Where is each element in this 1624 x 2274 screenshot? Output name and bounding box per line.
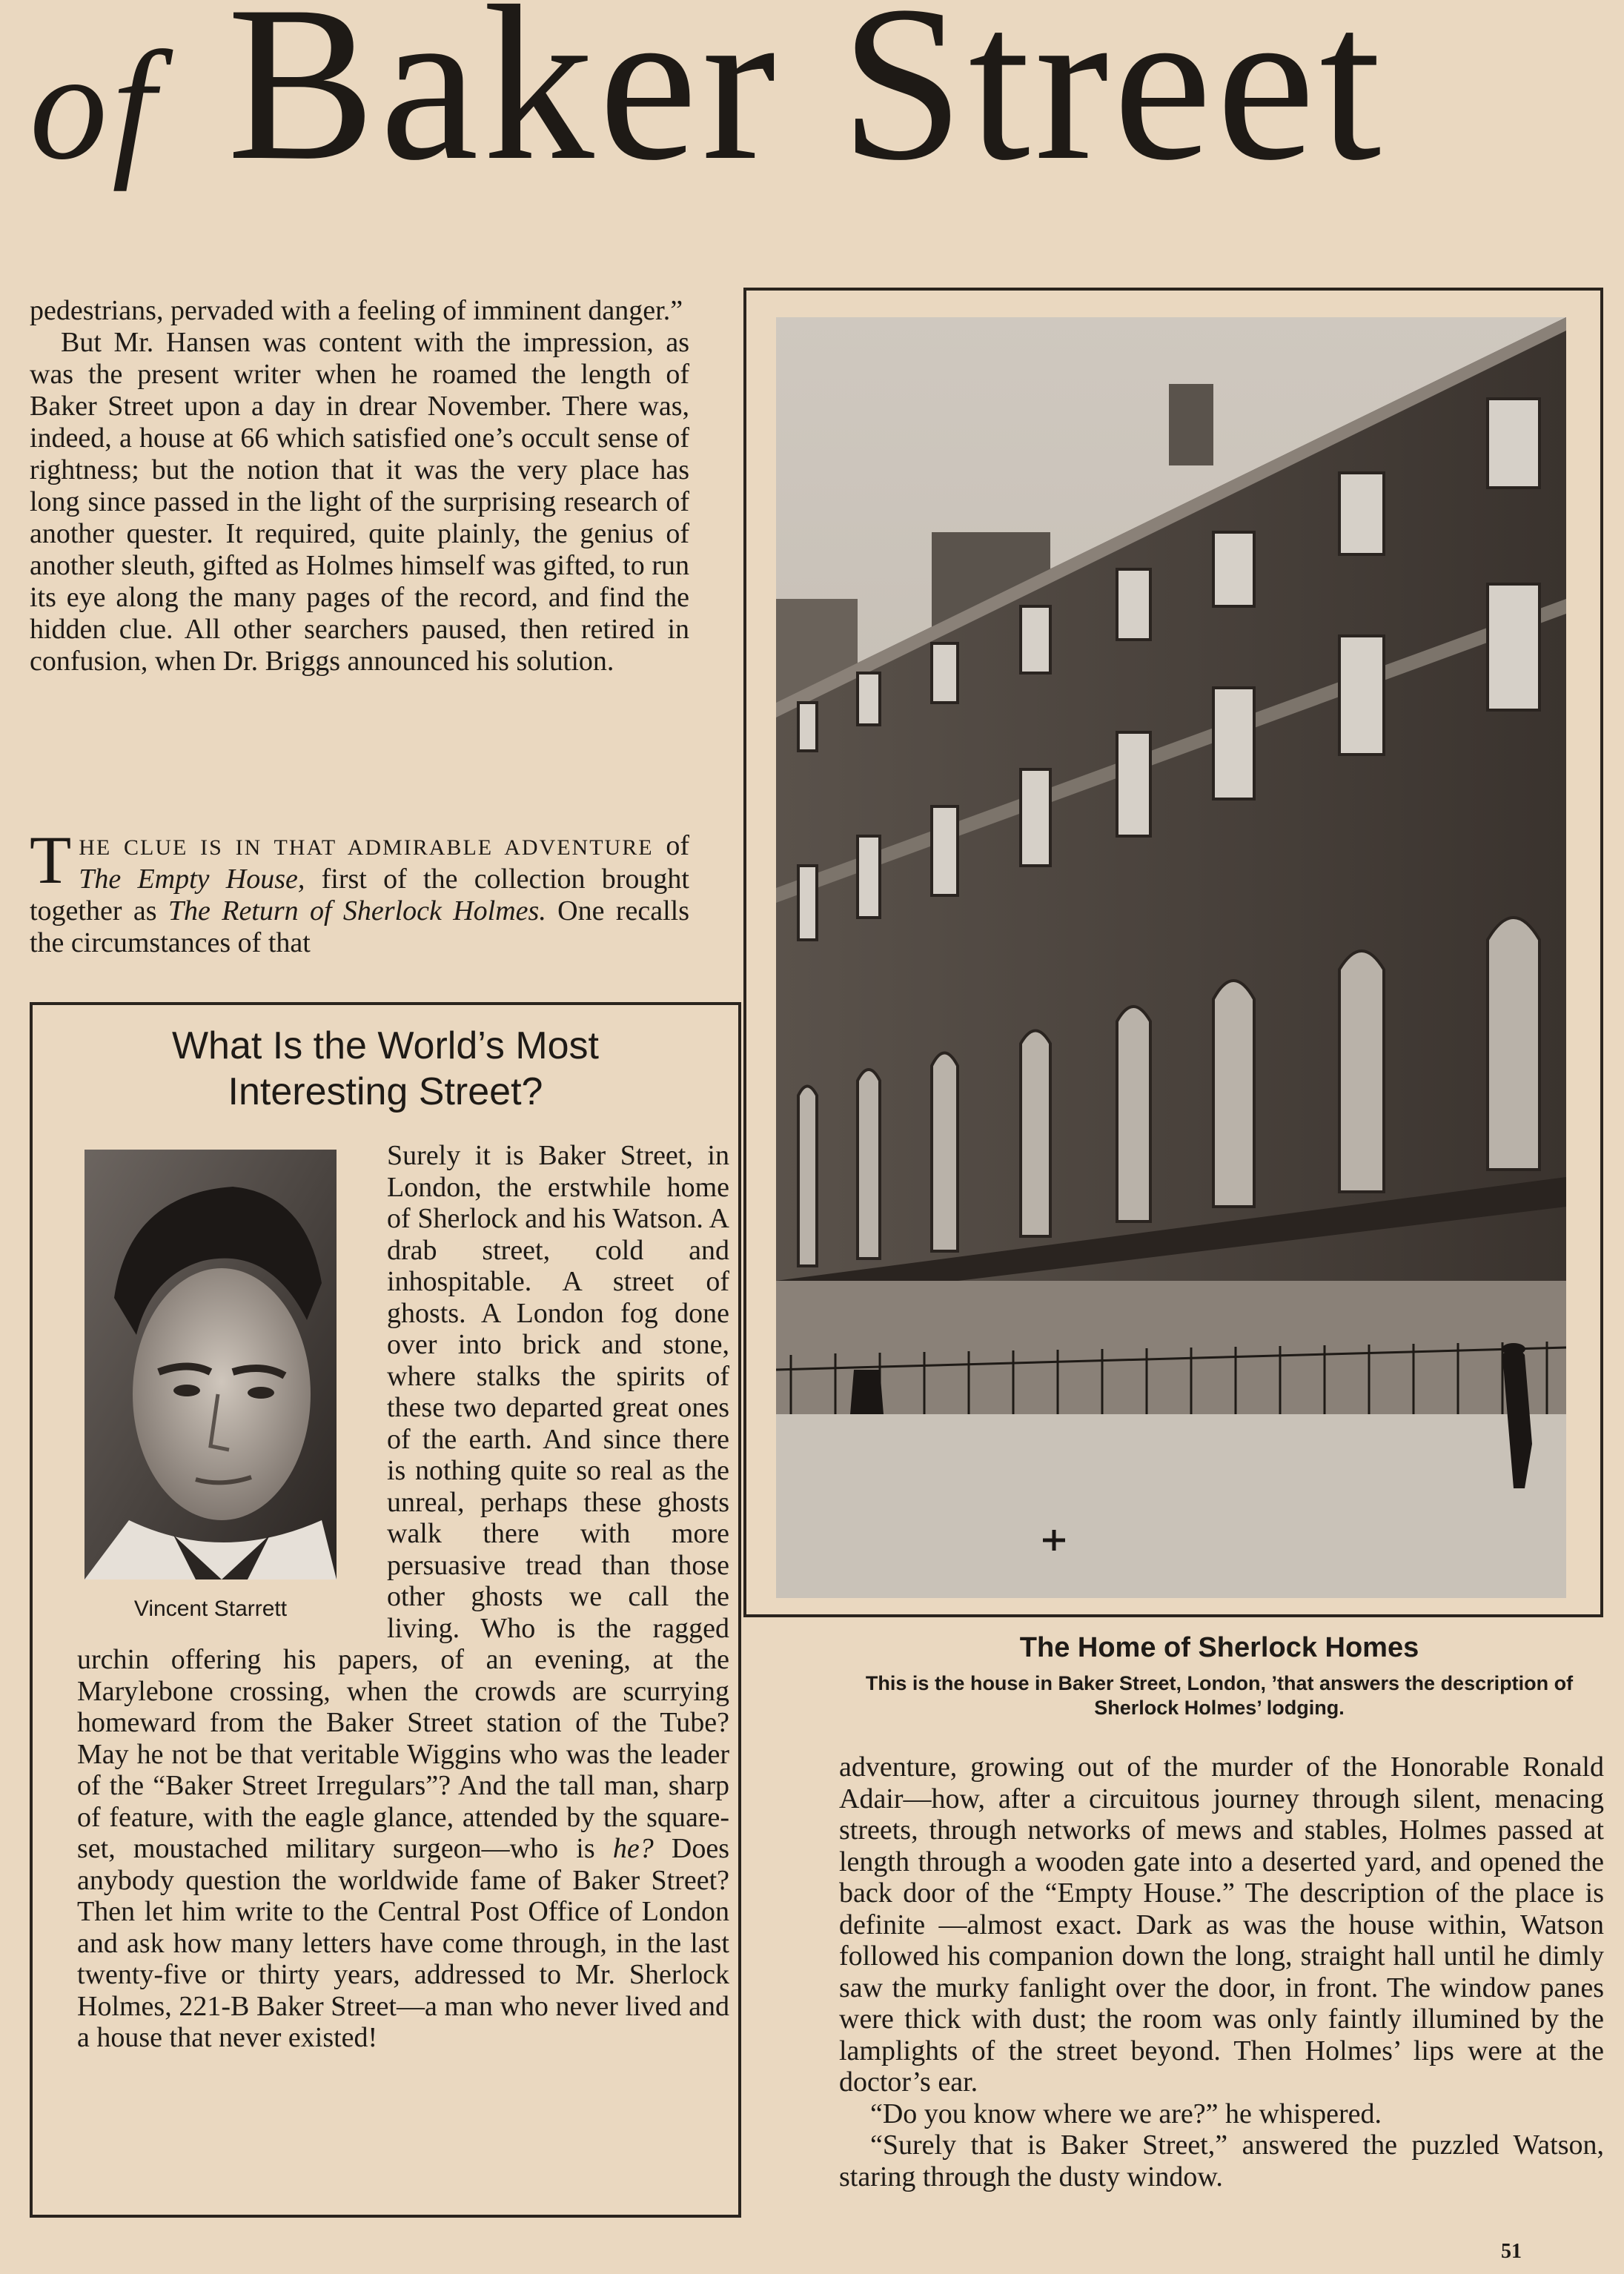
title-return: The Return of Sherlock Holmes.: [168, 895, 546, 926]
clue-paragraph: [30, 822, 690, 959]
sidebar-body-a: Surely it is Baker Street, in London, the erstwhile home of Sherlock and his Watson. A drab street, cold and inhospitable. A street of ghosts. A London fog done over into brick and stone, where stalks the spirits of these two departed great ones of the earth. And since there is nothing quite so real as the unreal, perhaps these ghosts walk there with more persuasive tread than those other ghosts we call the living. Who is the ragged urchin offering his papers, of an evening, at the Marylebone crossing, when the crowds are scurrying homeward from the Baker Street station of the Tube? May he not be that veritable Wiggins who was the leader of the “Baker Street Irregulars”? And the tall man, sharp of feature, with the eagle glance, attended by the square-set, moustached military surgeon—who is: [77, 1140, 729, 1864]
right-paragraph-1: adventure, growing out of the murder of the Honorable Ronald Adair—how, after a circuitous journey through silent, menacing streets, through networks of mews and stables, Holmes passed at length through a wooden gate into a deserted yard, and opened the back door of the “Empty House.” The description of the place is definite —almost exact. Dark as was the house within, Watson followed his companion down the long, straight hall until he dimly saw the murky fanlight over the door, in front. The window panes were thick with dust; the room was only faintly illumined by the lamplights of the street beyond. Then Holmes’ lips were at the doctor’s ear.: [839, 1751, 1604, 2098]
section-clue: [30, 822, 690, 959]
page-number: 51: [1501, 2240, 1522, 2263]
intro-paragraph-1: pedestrians, pervaded with a feeling of imminent danger.”: [30, 295, 683, 326]
sidebar-title-line-2: Interesting Street?: [228, 1070, 543, 1113]
intro-paragraph-2: But Mr. Hansen was content with the impression, as was the present writer when he roamed the length of Baker Street upon a day in drear November. There was, indeed, a house at 66 which satisfied one’s occult sense of rightness; but the notion that it was the very place has long since passed in the light of the surprising research of another quester. It required, quite plainly, the genius of another sleuth, gifted as Holmes himself was gifted, to run its eye along the many pages of the record, and find the hidden clue. All other searchers paused, then retired in confusion, when Dr. Briggs announced his solution.: [30, 327, 689, 677]
headline-title: Baker Street: [227, 0, 1386, 206]
sidebar-body: [77, 1140, 729, 2054]
baker-street-photo: [776, 317, 1566, 1598]
headline-of: of: [30, 20, 160, 192]
headline: [30, 0, 1386, 206]
right-paragraph-2: “Do you know where we are?” he whispered.: [870, 2098, 1382, 2129]
sidebar-title-line-1: What Is the World’s Most: [171, 1024, 600, 1067]
sidebar-body-b: Does anybody question the worldwide fame of Baker Street? Then let him write to the Central Post Office of London and ask how many letters have come through, in the last twenty-five or thirty years, addressed to Mr. Sherlock Holmes, 221-B Baker Street—a man who never lived and a house that never existed!: [77, 1833, 729, 2053]
photo-title: The Home of Sherlock Homes: [1019, 1632, 1419, 1663]
title-empty-house: The Empty House,: [79, 863, 305, 895]
sidebar-title: [33, 1023, 738, 1115]
portrait-caption: Vincent Starrett: [133, 1597, 288, 1621]
photo-description: This is the house in Baker Street, London, ’that answers the description of Sherlock Holmes’ lodging.: [865, 1672, 1574, 1719]
clue-smallcaps: HE CLUE IS IN THAT ADMIRABLE ADVENTURE: [79, 835, 654, 860]
clue-text-c: One recalls the circumstances of that: [30, 895, 690, 958]
intro-text: [30, 295, 689, 677]
clue-text-b: first of the collection brought together as: [30, 863, 689, 926]
photo-frame: [743, 288, 1603, 1617]
right-column-text: [839, 1751, 1604, 2192]
sidebar-box: [30, 1002, 741, 2218]
sidebar-body-italic: he?: [612, 1833, 654, 1864]
clue-text-a: of: [653, 830, 690, 861]
drop-cap: T: [30, 822, 72, 898]
right-paragraph-3: “Surely that is Baker Street,” answered the puzzled Watson, staring through the dusty window.: [839, 2129, 1604, 2192]
